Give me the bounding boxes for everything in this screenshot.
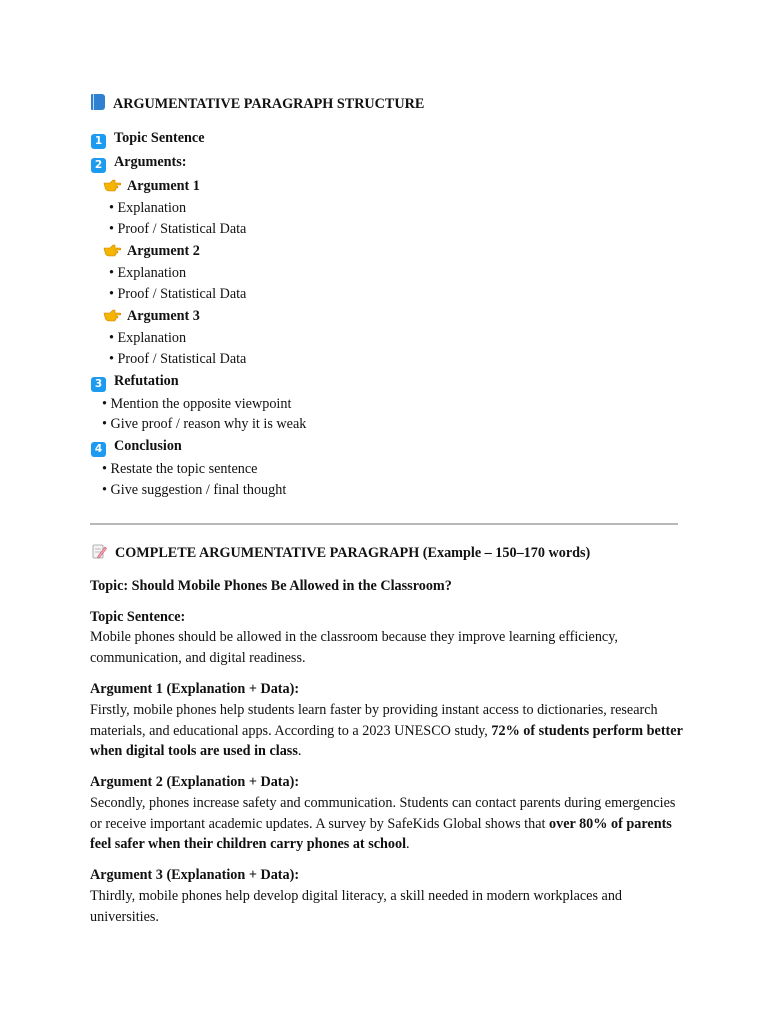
book-icon [91,94,105,110]
item-topic-sentence [91,128,205,149]
example-argument-2-label: Argument 2 (Explanation + Data): [90,774,300,790]
pointing-hand-icon [103,308,121,322]
item-conclusion [91,436,182,457]
argument-1-period: . [297,743,302,759]
item-arguments [91,152,187,173]
item-refutation-label: Refutation [114,373,179,389]
topic-sentence-label: Topic Sentence: [90,609,186,625]
argument-1-statistic: 72% of students perform better when digital tools are used in class [90,722,683,759]
argument-2-period: . [406,836,410,852]
argument-1-body: Firstly, mobile phones help students learn faster by providing instant access to dictionaries, research materials, and educational apps. According to a 2023 UNESCO study, [90,702,658,739]
item-conclusion-label: Conclusion [114,438,182,454]
argument-2-body: Secondly, phones increase safety and communication. Students can contact parents during emergencies or receive important academic updates. A survey by SafeKids Global shows that [90,795,676,832]
example-heading [91,543,590,564]
example-argument-2-text [90,793,690,855]
structure-heading-text: ARGUMENTATIVE PARAGRAPH STRUCTURE [113,96,425,112]
refutation-bullet-1: • Mention the opposite viewpoint [102,396,292,412]
number-two-icon: 2 [91,158,106,173]
number-one-icon: 1 [91,134,106,149]
argument-3-label: Argument 3 [127,308,200,324]
argument-2-bullet-2: • Proof / Statistical Data [109,286,247,302]
pointing-hand-icon [103,178,121,192]
structure-heading [91,94,424,115]
example-argument-3-text: Thirdly, mobile phones help develop digital literacy, a skill needed in modern workplaces and universities. [90,888,623,925]
conclusion-bullet-2: • Give suggestion / final thought [102,482,287,498]
argument-2-statistic: over 80% of parents feel safer when their children carry phones at school [90,815,672,852]
argument-3-heading [103,306,200,327]
argument-3-bullet-2: • Proof / Statistical Data [109,351,247,367]
argument-1-bullet-1: • Explanation [109,200,187,216]
item-refutation [91,371,179,392]
argument-2-heading [103,241,200,262]
argument-1-label: Argument 1 [127,178,200,194]
argument-1-bullet-2: • Proof / Statistical Data [109,221,247,237]
argument-2-label: Argument 2 [127,243,200,259]
argument-1-heading [103,176,200,197]
section-divider [90,523,678,525]
pointing-hand-icon [103,243,121,257]
topic-sentence-text: Mobile phones should be allowed in the classroom because they improve learning efficiency, communication, and digital readiness. [90,629,618,666]
example-argument-1-text [90,700,690,762]
conclusion-bullet-1: • Restate the topic sentence [102,461,258,477]
example-topic: Topic: Should Mobile Phones Be Allowed in the Classroom? [90,578,452,594]
item-topic-label: Topic Sentence [114,130,205,146]
example-argument-3-label: Argument 3 (Explanation + Data): [90,867,300,883]
example-heading-text: COMPLETE ARGUMENTATIVE PARAGRAPH (Example – 150–170 words) [115,545,591,561]
item-arguments-label: Arguments: [114,154,187,170]
argument-3-bullet-1: • Explanation [109,330,187,346]
number-four-icon: 4 [91,442,106,457]
example-argument-1-label: Argument 1 (Explanation + Data): [90,681,300,697]
argument-2-bullet-1: • Explanation [109,265,187,281]
refutation-bullet-2: • Give proof / reason why it is weak [102,416,307,432]
memo-icon [91,543,107,559]
number-three-icon: 3 [91,377,106,392]
